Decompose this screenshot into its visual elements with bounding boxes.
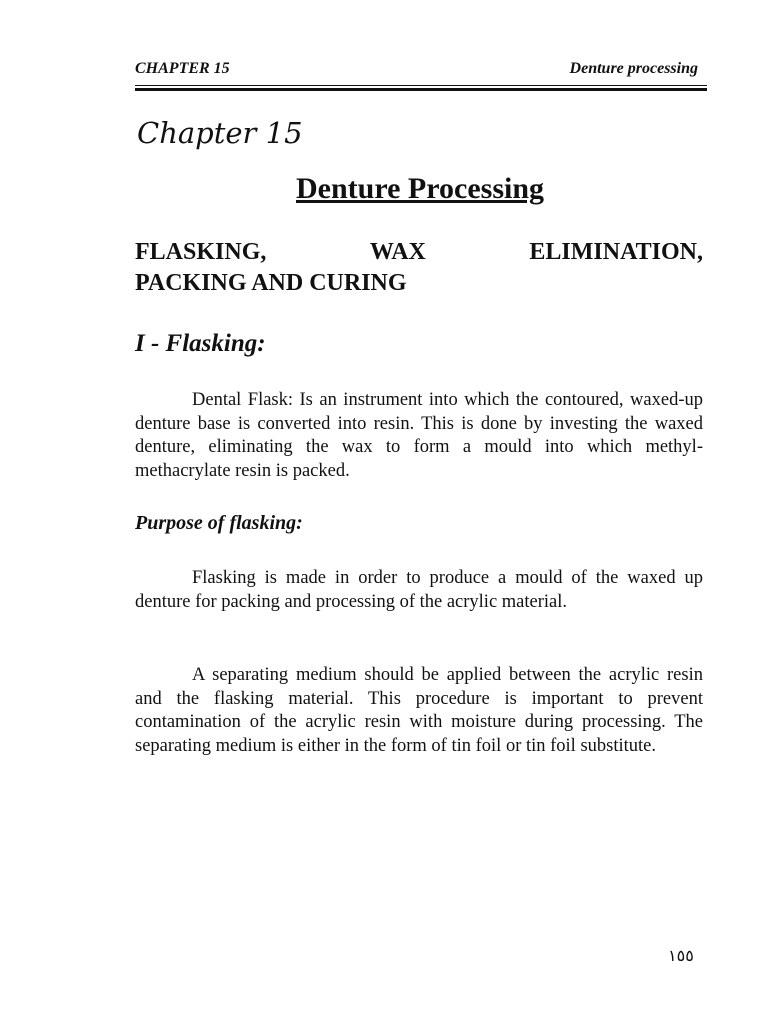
chapter-title: Denture Processing bbox=[295, 172, 545, 205]
section-heading-line2: PACKING AND CURING bbox=[135, 270, 407, 296]
chapter-label: Chapter 15 bbox=[137, 116, 303, 150]
heading-purpose-of-flasking: Purpose of flasking: bbox=[135, 512, 303, 534]
subheading-flasking: I - Flasking: bbox=[135, 330, 266, 357]
header-rule-thick bbox=[135, 88, 707, 91]
running-header bbox=[135, 60, 705, 84]
section-heading-word: ELIMINATION, bbox=[529, 239, 703, 265]
header-chapter: CHAPTER 15 bbox=[135, 60, 230, 77]
paragraph-flasking-purpose: Flasking is made in order to produce a mould of the waxed up denture for packing and processing of the acrylic material. bbox=[135, 568, 703, 612]
header-rule-thin bbox=[135, 85, 707, 86]
paragraph-separating-medium: A separating medium should be applied between the acrylic resin and the flasking material. This procedure is important to prevent contamination of the acrylic resin with moisture during processing. The separating medium is either in the form of tin foil or tin foil substitute. bbox=[135, 665, 703, 756]
header-topic: Denture processing bbox=[569, 60, 698, 77]
section-heading-word: FLASKING, bbox=[135, 239, 267, 265]
paragraph-dental-flask: Dental Flask: Is an instrument into which the contoured, waxed-up denture base is converted into resin. This is done by investing the waxed denture, eliminating the wax to form a mould into which methyl-methacrylate resin is packed. bbox=[135, 390, 703, 481]
section-heading-word: WAX bbox=[369, 239, 426, 265]
section-heading bbox=[135, 237, 703, 299]
section-heading-line1 bbox=[135, 237, 703, 268]
page-number: ١٥٥ bbox=[668, 948, 694, 965]
